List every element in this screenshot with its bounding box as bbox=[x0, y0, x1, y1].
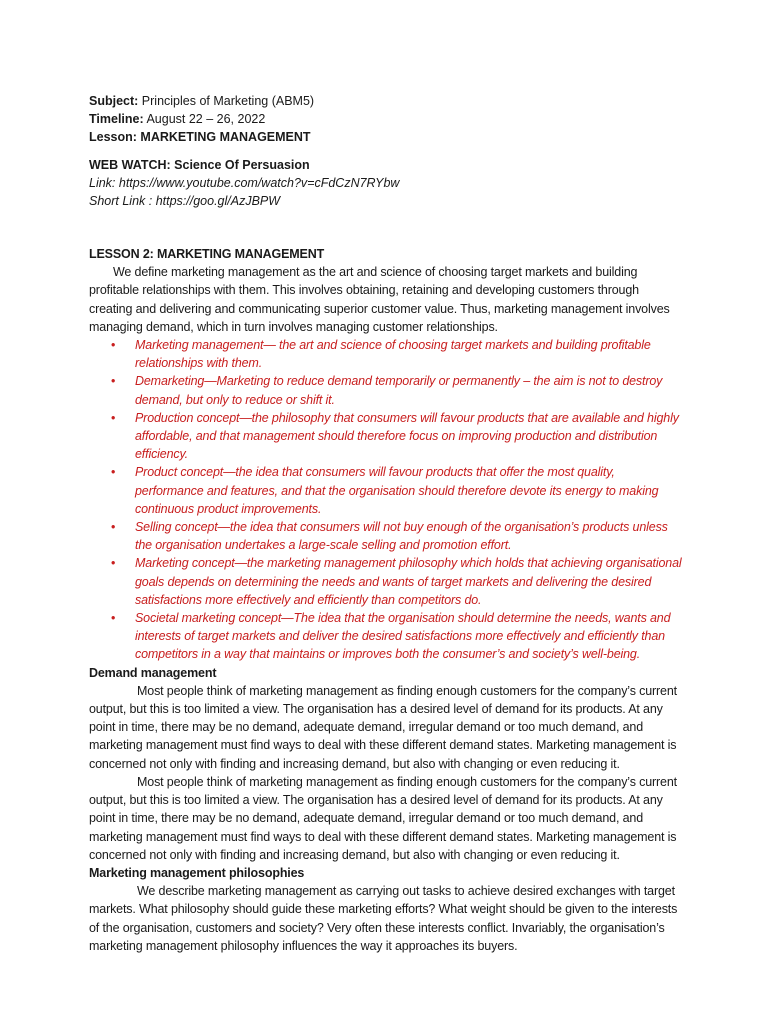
concept-list-item bbox=[89, 609, 685, 664]
concept-list-item bbox=[89, 336, 685, 372]
concept-text: Marketing management— the art and science of choosing target markets and building profitable relationships with them. bbox=[135, 338, 651, 371]
concept-text: Selling concept—the idea that consumers will not buy enough of the organisation’s products unless the organisation undertakes a large-scale selling and promotion effort. bbox=[135, 520, 668, 553]
bullet-icon: • bbox=[111, 410, 116, 425]
concept-list-item bbox=[89, 409, 685, 464]
subject-value: Principles of Marketing (ABM5) bbox=[141, 94, 315, 108]
bullet-icon: • bbox=[111, 611, 116, 626]
lesson-label: Lesson: bbox=[89, 130, 137, 145]
lesson-value: MARKETING MANAGEMENT bbox=[140, 130, 311, 145]
web-watch-short-link[interactable]: Short Link : https://goo.gl/AzJBPW bbox=[89, 194, 281, 209]
concept-text: Marketing concept—the marketing management philosophy which holds that achieving organisational goals depends on determining the needs and wants of target markets and delivering the desired satisfactions more effectively and efficiently than competitors do. bbox=[135, 556, 682, 607]
web-watch-section bbox=[89, 156, 685, 211]
bullet-icon: • bbox=[111, 465, 116, 480]
bullet-icon: • bbox=[111, 374, 116, 389]
concept-text: Demarketing—Marketing to reduce demand temporarily or permanently – the aim is not to destroy demand, but only to reduce or shift it. bbox=[135, 374, 663, 407]
lesson-section bbox=[89, 245, 685, 955]
lesson-intro: We define marketing management as the art and science of choosing target markets and building profitable relationships with them. This involves obtaining, retaining and developing customers through creating and delivering and communicating superior customer value. Thus, marketing management involves managing demand, which in turn involves managing customer relationships. bbox=[89, 265, 670, 334]
concept-text: Production concept—the philosophy that consumers will favour products that are available and highly affordable, and that management should therefore focus on improving production and distribution efficiency. bbox=[135, 410, 679, 462]
timeline-label: Timeline: bbox=[89, 112, 144, 127]
demand-paragraph-1: Most people think of marketing management as finding enough customers for the company’s current output, but this is too limited a view. The organisation has a desired level of demand for its products. At any point in time, there may be no demand, adequate demand, irregular demand or too much demand, and marketing management must find ways to deal with these different demand states. Marketing management is concerned not only with finding and increasing demand, but also with changing or even reducing it. bbox=[89, 683, 677, 771]
concept-list-item bbox=[89, 554, 685, 609]
bullet-icon: • bbox=[111, 338, 116, 353]
demand-heading: Demand management bbox=[89, 665, 217, 680]
philosophies-paragraph: We describe marketing management as carrying out tasks to achieve desired exchanges with target markets. What philosophy should guide these marketing efforts? What weight should be given to the interests of the organisation, customers and society? Very often these interests conflict. Invariably, the organisation’s marketing management philosophy influences the way it approaches its buyers. bbox=[89, 884, 678, 953]
concept-list-item bbox=[89, 518, 685, 554]
concept-list bbox=[89, 336, 685, 664]
philosophies-heading: Marketing management philosophies bbox=[89, 865, 305, 880]
concept-text: Product concept—the idea that consumers will favour products that offer the most quality, performance and features, and that the organisation should therefore devote its energy to making continuous product improvements. bbox=[135, 465, 659, 516]
concept-list-item bbox=[89, 463, 685, 518]
web-watch-link[interactable]: Link: https://www.youtube.com/watch?v=cFdCzN7RYbw bbox=[89, 176, 400, 191]
bullet-icon: • bbox=[111, 556, 116, 571]
lesson-line bbox=[89, 128, 685, 146]
subject-label: Subject: bbox=[89, 94, 139, 108]
concept-text: Societal marketing concept—The idea that the organisation should determine the needs, wants and interests of target markets and deliver the desired satisfactions more effectively and efficiently than competitors in a way that maintains or improves both the consumer’s and society’s well-being. bbox=[135, 611, 671, 662]
timeline-line bbox=[89, 110, 685, 128]
bullet-icon: • bbox=[111, 520, 116, 535]
demand-paragraph-2: Most people think of marketing management as finding enough customers for the company’s current output, but this is too limited a view. The organisation has a desired level of demand for its products. At any point in time, there may be no demand, adequate demand, irregular demand or too much demand, and marketing management must find ways to deal with these different demand states. Marketing management is concerned not only with finding and increasing demand, but also with changing or even reducing it. bbox=[89, 774, 677, 862]
lesson-heading: LESSON 2: MARKETING MANAGEMENT bbox=[89, 247, 325, 261]
web-watch-title: WEB WATCH: Science Of Persuasion bbox=[89, 158, 310, 172]
concept-list-item bbox=[89, 372, 685, 408]
timeline-value: August 22 – 26, 2022 bbox=[146, 112, 266, 127]
document-header bbox=[89, 92, 685, 147]
subject-line bbox=[89, 92, 685, 110]
